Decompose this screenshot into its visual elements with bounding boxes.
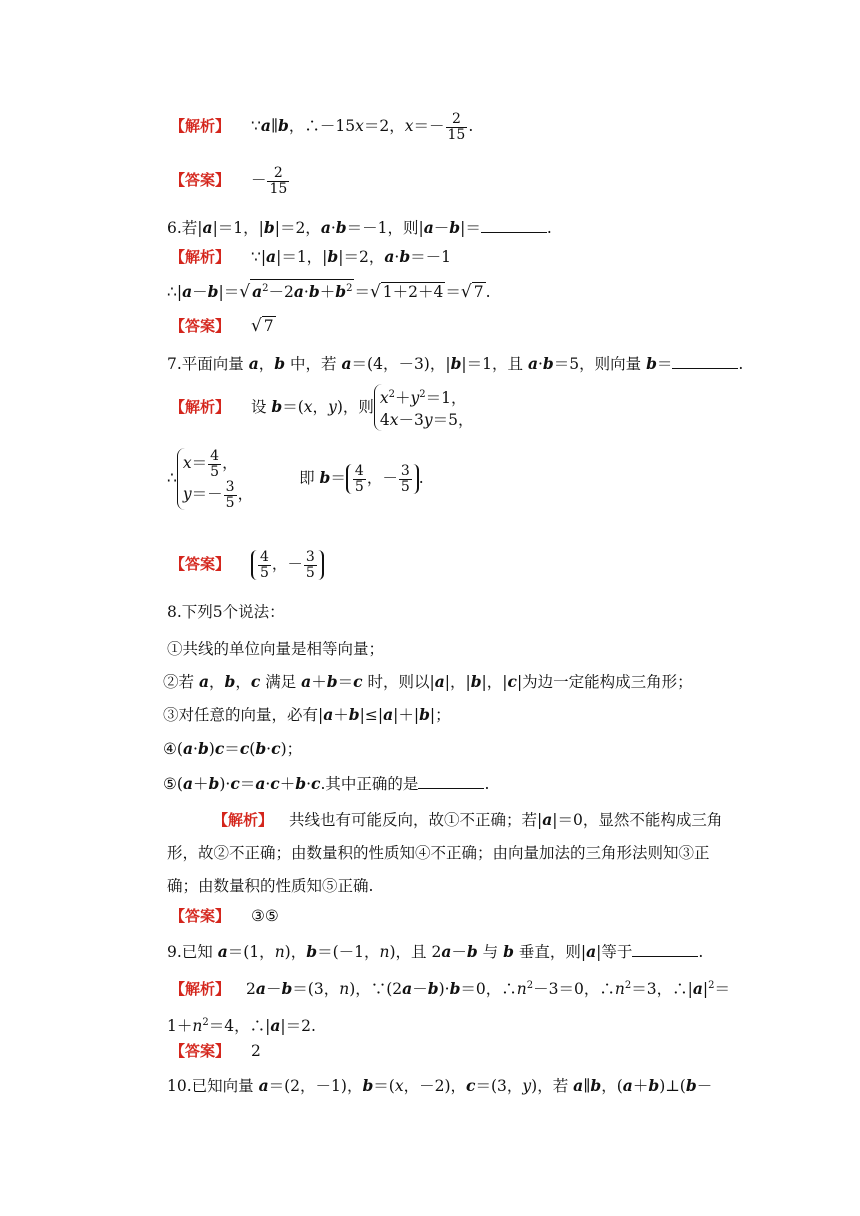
q7-analysis-text: 设 b＝(x，y)，则 $x^2+y^2=1$， 4x－3y＝5， — [251, 398, 474, 416]
q8-answer-text: ③⑤ — [250, 907, 279, 925]
q8-item-3: ③对任意的向量，必有|a＋b|≤|a|＋|b|； — [163, 705, 451, 724]
analysis-label: 【解析】 — [170, 397, 231, 416]
q7-stem: 7.平面向量 a，b 中，若 a＝(4，－3)，|b|＝1，且 a·b＝5，则向量 b＝ . — [167, 354, 744, 373]
answer-label: 【答案】 — [170, 1042, 231, 1060]
q9-answer — [170, 1040, 261, 1062]
q5-answer-text: － $\frac{2}{15}$ — [250, 165, 288, 197]
q9-analysis: 【解析】 2a－b＝(3，n)，∵(2a－b)·b＝0，$\therefore n^2-3=0$，$\therefore n^2=3$，$\therefore|a|^2=1+n^2=4$，∴|a|＝2. — [167, 979, 730, 1036]
q7-answer — [170, 550, 324, 580]
q5-answer — [170, 166, 290, 196]
analysis-label: 【解析】 — [170, 117, 231, 136]
answer-label: 【答案】 — [170, 555, 231, 574]
q6-analysis — [170, 246, 451, 268]
q6-analysis-line1: ∵|a|＝1，|b|＝2，a·b＝－1 — [250, 247, 452, 266]
answer-label: 【答案】 — [170, 171, 231, 190]
q7-analysis — [170, 384, 474, 431]
q5-analysis — [170, 112, 473, 142]
q8-item-5: ⑤(a＋b)·c＝a·c＋b·c.其中正确的是 . — [163, 774, 490, 793]
q6-stem: 6.若|a|＝1，|b|＝2，a·b＝－1，则|a－b|＝ . — [167, 218, 552, 237]
q7-answer-text: $\frac{4}{5}$ ，－ $\frac{3}{5}$ — [251, 555, 324, 573]
answer-label: 【答案】 — [170, 907, 231, 925]
q8-item-1: ①共线的单位向量是相等向量； — [167, 640, 385, 658]
q8-item-2: ②若 a，b，c 满足 a＋b＝c 时，则以|a|，|b|，|c|为边一定能构成三角形； — [163, 672, 693, 691]
q6-answer-text: √ 7 — [250, 316, 274, 336]
q5-analysis-text: ∵a∥b，∴－15x＝2，x＝－ $\frac{2}{15}$ . — [250, 111, 474, 143]
q7-solution: ∴ x＝ $\frac{4}{5}$ ， y＝－ $\frac{3}{5}$ ， 即 b＝ $\frac{4}{5}$ ，－ $\frac{3}{5}$ . — [167, 447, 424, 511]
q8-answer — [170, 905, 279, 927]
analysis-label: 【解析】 — [170, 980, 231, 999]
q10-stem: 10.已知向量 a＝(2，－1)，b＝(x，－2)，c＝(3，y)，若 a∥b，(a＋b)⊥(b－ — [167, 1076, 713, 1095]
q6-answer — [170, 315, 276, 337]
q8-analysis: 【解析】 共线也有可能反向，故①不正确；若|a|＝0，显然不能构成三角形，故②不正确；由数量积的性质知④不正确；由向量加法的三角形法则知③正确；由数量积的性质知⑤正确. — [167, 810, 723, 895]
analysis-label: 【解析】 — [213, 811, 274, 829]
q9-answer-text: 2 — [250, 1042, 261, 1060]
q8-stem: 8.下列5个说法： — [167, 603, 285, 621]
analysis-label: 【解析】 — [170, 248, 231, 266]
answer-label: 【答案】 — [170, 317, 231, 335]
q8-item-4: ④(a·b)c＝c(b·c)； — [163, 739, 303, 758]
q9-stem: 9.已知 a＝(1，n)，b＝(－1，n)，且 2a－b 与 b 垂直，则|a|等于 . — [167, 942, 704, 961]
q6-analysis-line2: ∴|a－b|＝√ $a^2-2a\cdot b+b^2$ ＝√ 1＋2＋4 ＝√ 7 . — [167, 279, 491, 303]
